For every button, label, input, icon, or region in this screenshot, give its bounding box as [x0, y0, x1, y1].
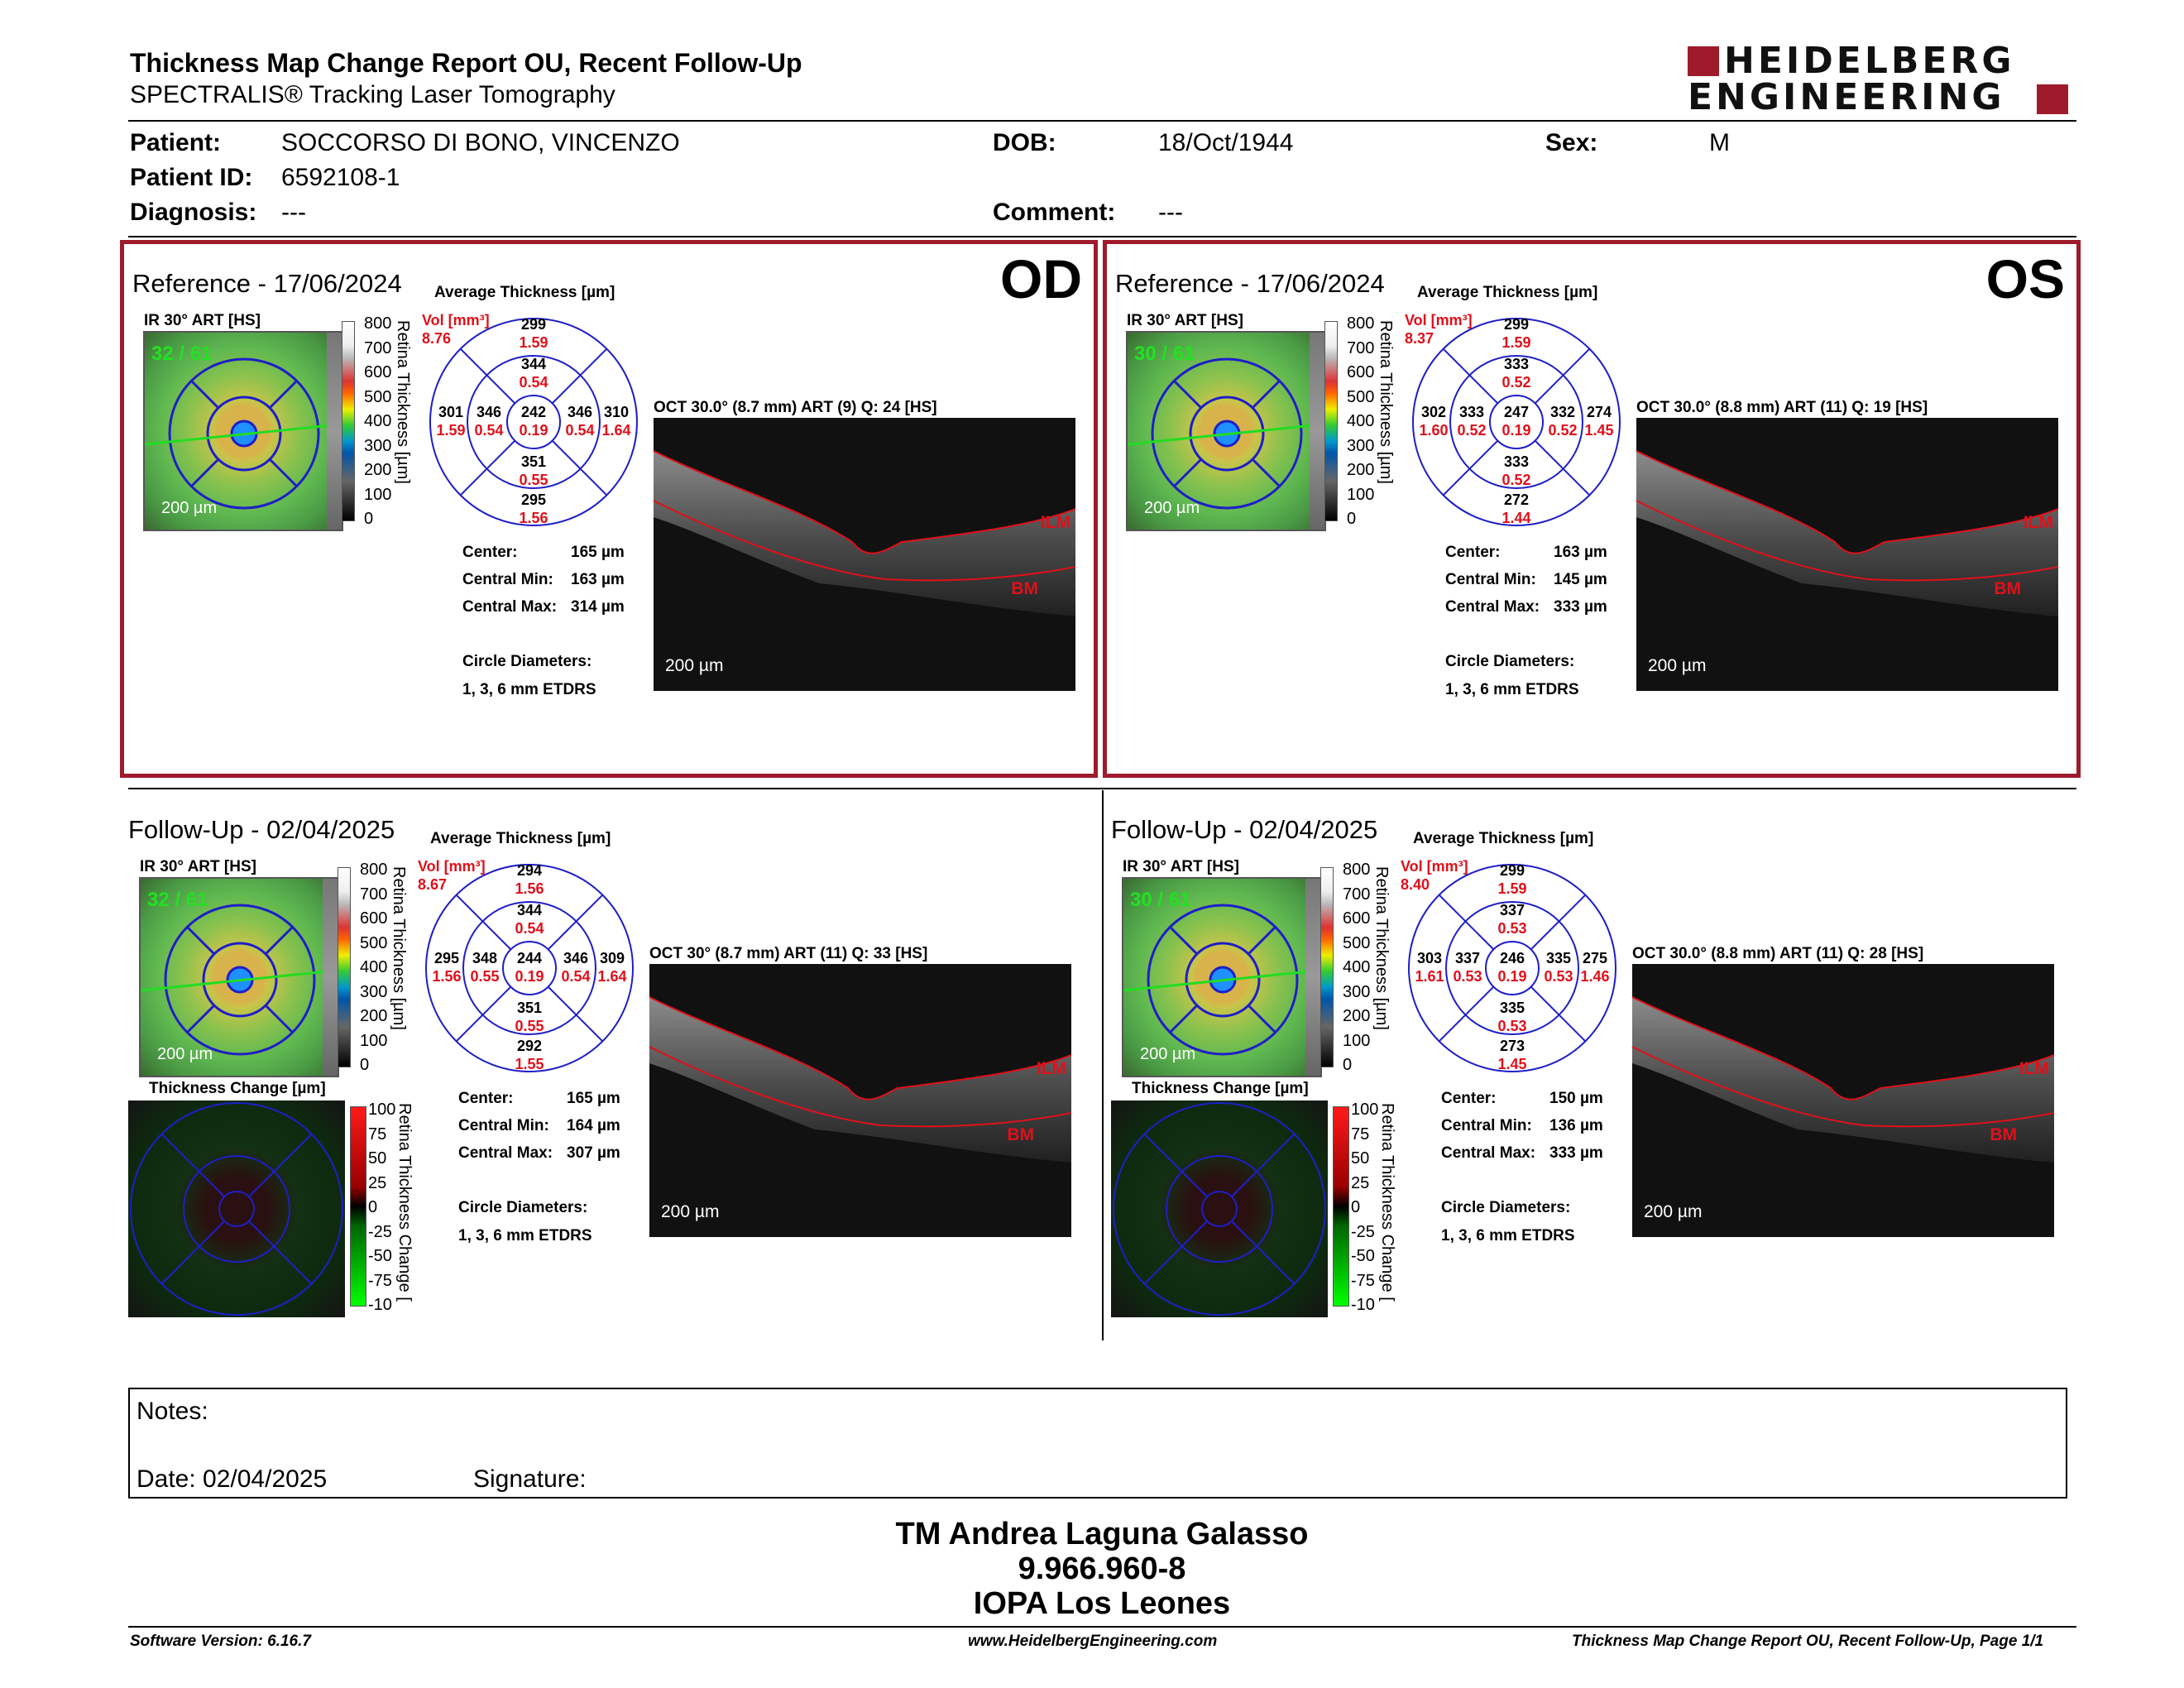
patient-label: Patient: — [130, 129, 222, 156]
colorbar-tick: 600 — [1343, 909, 1371, 928]
change-colorbar-tick: 0 — [368, 1198, 378, 1216]
etdrs-value: 335 — [1545, 950, 1572, 966]
etdrs-value: 333 — [1503, 356, 1530, 372]
patient-id: 6592108-1 — [281, 164, 400, 191]
circle-diameters-label: Circle Diameters: — [462, 653, 592, 670]
etdrs-value: 337 — [1499, 902, 1525, 918]
colorbar-tick: 300 — [1347, 436, 1375, 455]
vol-total: 8.76 — [422, 330, 452, 347]
signer-id: 9.966.960-8 — [1018, 1551, 1186, 1586]
change-colorbar-tick: 100 — [1351, 1101, 1379, 1119]
etdrs-value: 303 — [1416, 950, 1443, 966]
central-min-label: Central Min: — [1445, 571, 1536, 588]
central-max-label: Central Max: — [458, 1144, 553, 1162]
etdrs-value: 0.53 — [1544, 968, 1573, 985]
ir-fundus-image — [143, 331, 343, 531]
etdrs-value: 242 — [520, 404, 547, 420]
colorbar-tick: 400 — [360, 958, 388, 976]
change-colorbar-unit: Retina Thickness Change [ — [395, 1103, 414, 1302]
patient-name: SOCCORSO DI BONO, VINCENZO — [281, 129, 680, 156]
etdrs-value: 310 — [603, 404, 630, 420]
etdrs-value: 1.56 — [515, 880, 544, 897]
circle-diameters-value: 1, 3, 6 mm ETDRS — [458, 1227, 592, 1244]
colorbar-tick: 0 — [360, 1056, 370, 1074]
etdrs-value: 0.53 — [1497, 920, 1527, 937]
center-label: Center: — [1445, 544, 1501, 561]
heidelberg-logo — [1688, 40, 2068, 118]
change-colorbar-tick: 75 — [1351, 1125, 1370, 1144]
central-min-label: Central Min: — [462, 571, 553, 588]
colorbar-tick: 400 — [364, 412, 392, 430]
colorbar-tick: 100 — [360, 1031, 388, 1050]
center-value: 163 µm — [1554, 544, 1607, 561]
central-min-value: 136 µm — [1549, 1117, 1603, 1134]
etdrs-chart — [1405, 861, 1620, 1076]
oct-scan-image — [654, 418, 1075, 691]
colorbar-tick: 700 — [1347, 338, 1375, 357]
scan-count: 32 / 61 — [151, 343, 213, 365]
colorbar-tick: 400 — [1343, 958, 1371, 976]
etdrs-value: 299 — [520, 316, 547, 333]
change-colorbar-tick: 50 — [1351, 1149, 1370, 1168]
ilm-label: ILM — [1040, 513, 1070, 532]
central-max-label: Central Max: — [1441, 1144, 1536, 1162]
colorbar-tick: 200 — [1347, 461, 1375, 479]
etdrs-value: 299 — [1499, 862, 1525, 879]
etdrs-value: 273 — [1499, 1038, 1525, 1054]
notes-label: Notes: — [136, 1398, 208, 1425]
central-min-value: 164 µm — [567, 1117, 620, 1134]
od_fu-panel — [120, 790, 1098, 1328]
logo-line2: ENGINEERING — [1688, 76, 2005, 118]
oct-label: OCT 30.0° (8.8 mm) ART (11) Q: 19 [HS] — [1636, 399, 1928, 416]
comment-label: Comment: — [993, 199, 1116, 226]
ir-label: IR 30° ART [HS] — [140, 858, 256, 875]
change-colorbar-tick: -10 — [368, 1296, 392, 1314]
etdrs-value: 0.52 — [1502, 374, 1531, 391]
oct-scale-label: 200 µm — [661, 1202, 720, 1221]
etdrs-value: 0.19 — [1497, 968, 1527, 985]
colorbar-tick: 500 — [364, 387, 392, 406]
thickness-change-overlay — [128, 1101, 345, 1317]
colorbar-tick: 300 — [364, 436, 392, 455]
etdrs-value: 344 — [516, 902, 543, 918]
signer-name: TM Andrea Laguna Galasso — [895, 1517, 1309, 1551]
etdrs-value: 247 — [1503, 404, 1530, 420]
bm-label: BM — [1994, 579, 2021, 598]
etdrs-value: 348 — [472, 950, 498, 966]
dob-label: DOB: — [993, 129, 1056, 156]
panel-heading: Reference - 17/06/2024 — [132, 269, 402, 298]
change-colorbar-tick: 50 — [368, 1149, 387, 1168]
etdrs-value: 0.55 — [470, 968, 500, 985]
colorbar-tick: 800 — [1347, 314, 1375, 333]
ir-label: IR 30° ART [HS] — [144, 312, 261, 329]
change-colorbar-tick: 0 — [1351, 1198, 1361, 1216]
central-max-label: Central Max: — [1445, 598, 1540, 616]
thickness-colorbar — [338, 867, 351, 1067]
date-label: Date: 02/04/2025 — [136, 1465, 328, 1493]
thickness-change-label: Thickness Change [µm] — [149, 1080, 326, 1097]
website-link[interactable]: www.HeidelbergEngineering.com — [968, 1633, 1218, 1650]
colorbar-tick: 700 — [1343, 885, 1371, 904]
notes-box[interactable] — [128, 1388, 2067, 1499]
central-min-label: Central Min: — [458, 1117, 549, 1134]
etdrs-value: 295 — [520, 492, 547, 508]
colorbar-tick: 100 — [1343, 1031, 1371, 1050]
etdrs-value: 344 — [520, 356, 547, 372]
thickness-colorbar — [1324, 321, 1338, 521]
vol-label: Vol [mm³] — [422, 312, 490, 328]
colorbar-tick: 800 — [364, 314, 392, 333]
vol-total: 8.37 — [1405, 330, 1434, 347]
oct-scan-image — [1636, 418, 2058, 691]
vol-label: Vol [mm³] — [1401, 858, 1468, 875]
oct-bscan — [1632, 964, 2054, 1237]
oct-label: OCT 30.0° (8.7 mm) ART (9) Q: 24 [HS] — [654, 399, 937, 416]
etdrs-value: 244 — [516, 950, 543, 966]
ir-fundus-image — [139, 877, 339, 1077]
oct-label: OCT 30° (8.7 mm) ART (11) Q: 33 [HS] — [649, 945, 928, 962]
os_ref-panel — [1103, 240, 2081, 778]
etdrs-value: 1.59 — [1502, 334, 1531, 351]
etdrs-value: 346 — [476, 404, 502, 420]
change-colorbar-tick: 100 — [368, 1101, 396, 1119]
etdrs-value: 272 — [1503, 492, 1530, 508]
ir-fundus-image — [1126, 331, 1326, 531]
oct-scale-label: 200 µm — [1648, 656, 1707, 675]
circle-diameters-label: Circle Diameters: — [458, 1199, 588, 1216]
ir-scale-label: 200 µm — [1144, 499, 1200, 517]
eye-label: OS — [1985, 248, 2065, 309]
oct-bscan — [654, 418, 1075, 691]
colorbar-tick: 400 — [1347, 412, 1375, 430]
etdrs-value: 0.55 — [519, 472, 548, 488]
change-colorbar — [350, 1106, 366, 1307]
ir-label: IR 30° ART [HS] — [1123, 858, 1239, 875]
etdrs-value: 246 — [1499, 950, 1525, 966]
signature-label: Signature: — [473, 1465, 587, 1493]
comment-value: --- — [1158, 199, 1183, 226]
ilm-label: ILM — [2019, 1059, 2049, 1078]
ir-fundus-image — [1122, 877, 1322, 1077]
colorbar-tick: 700 — [360, 885, 388, 904]
avg-thickness-label: Average Thickness [µm] — [1417, 284, 1598, 301]
thickness-colorbar — [342, 321, 355, 521]
oct-bscan — [1636, 418, 2058, 691]
central-max-value: 333 µm — [1554, 598, 1607, 616]
etdrs-value: 0.54 — [474, 422, 504, 439]
center-label: Center: — [462, 544, 518, 561]
colorbar-tick: 100 — [364, 485, 392, 504]
colorbar-unit: Retina Thickness [µm] — [1372, 866, 1391, 1030]
thickness-change-map — [128, 1101, 345, 1317]
etdrs-value: 1.55 — [515, 1056, 544, 1072]
avg-thickness-label: Average Thickness [µm] — [1413, 830, 1594, 847]
etdrs-value: 346 — [567, 404, 593, 420]
etdrs-value: 1.59 — [436, 422, 466, 439]
patient-id-label: Patient ID: — [130, 164, 253, 191]
sex-value: M — [1709, 129, 1730, 156]
etdrs-value: 299 — [1503, 316, 1530, 333]
panel-heading: Follow-Up - 02/04/2025 — [1111, 815, 1378, 844]
etdrs-value: 275 — [1582, 950, 1608, 966]
colorbar-tick: 800 — [1343, 861, 1371, 879]
change-colorbar-unit: Retina Thickness Change [ — [1378, 1103, 1396, 1302]
oct-scan-image — [1632, 964, 2054, 1237]
ilm-label: ILM — [2023, 513, 2053, 532]
etdrs-value: 292 — [516, 1038, 543, 1054]
etdrs-value: 0.52 — [1548, 422, 1578, 439]
oct-scan-image — [649, 964, 1071, 1237]
colorbar-unit: Retina Thickness [µm] — [1377, 320, 1395, 484]
center-label: Center: — [458, 1090, 514, 1107]
etdrs-value: 1.45 — [1584, 422, 1614, 439]
central-max-value: 333 µm — [1549, 1144, 1603, 1162]
colorbar-tick: 200 — [360, 1007, 388, 1025]
bm-label: BM — [1011, 579, 1038, 598]
etdrs-value: 1.64 — [597, 968, 627, 985]
change-colorbar-tick: 25 — [1351, 1173, 1370, 1192]
page-info: Thickness Map Change Report OU, Recent Follow-Up, Page 1/1 — [1572, 1633, 2044, 1650]
colorbar-tick: 0 — [1347, 510, 1357, 528]
panel-heading: Follow-Up - 02/04/2025 — [128, 815, 395, 844]
oct-label: OCT 30.0° (8.8 mm) ART (11) Q: 28 [HS] — [1632, 945, 1924, 962]
vol-label: Vol [mm³] — [1405, 312, 1473, 328]
change-colorbar-tick: -25 — [368, 1222, 392, 1241]
panel-heading: Reference - 17/06/2024 — [1115, 269, 1385, 298]
colorbar-tick: 300 — [360, 982, 388, 1001]
diagnosis-label: Diagnosis: — [130, 199, 257, 226]
ir-label: IR 30° ART [HS] — [1127, 312, 1243, 329]
colorbar-unit: Retina Thickness [µm] — [390, 866, 408, 1030]
etdrs-value: 0.52 — [1502, 472, 1531, 488]
etdrs-value: 1.64 — [601, 422, 631, 439]
circle-diameters-label: Circle Diameters: — [1445, 653, 1575, 670]
central-min-value: 145 µm — [1554, 571, 1607, 588]
central-max-label: Central Max: — [462, 598, 558, 616]
dob-value: 18/Oct/1944 — [1158, 129, 1294, 156]
avg-thickness-label: Average Thickness [µm] — [434, 284, 615, 301]
circle-diameters-label: Circle Diameters: — [1441, 1199, 1571, 1216]
etdrs-value: 301 — [438, 404, 464, 420]
etdrs-value: 1.56 — [432, 968, 462, 985]
etdrs-value: 1.56 — [519, 510, 548, 526]
ir-scale-label: 200 µm — [157, 1045, 213, 1063]
ilm-label: ILM — [1036, 1059, 1066, 1078]
center-label: Center: — [1441, 1090, 1497, 1107]
thickness-colorbar — [1320, 867, 1334, 1067]
change-colorbar-tick: -75 — [1351, 1271, 1375, 1290]
etdrs-value: 0.54 — [561, 968, 591, 985]
etdrs-value: 332 — [1549, 404, 1576, 420]
signer-org: IOPA Los Leones — [973, 1586, 1231, 1621]
od_ref-panel — [120, 240, 1098, 778]
etdrs-value: 0.19 — [519, 422, 548, 439]
etdrs-value: 351 — [516, 1000, 543, 1016]
avg-thickness-label: Average Thickness [µm] — [430, 830, 611, 847]
report-title: Thickness Map Change Report OU, Recent Follow-Up — [130, 48, 802, 78]
scan-count: 30 / 61 — [1130, 889, 1191, 911]
colorbar-tick: 500 — [360, 933, 388, 952]
etdrs-value: 274 — [1586, 404, 1612, 420]
diagnosis-value: --- — [281, 199, 306, 226]
bm-label: BM — [1007, 1125, 1034, 1144]
colorbar-tick: 600 — [364, 363, 392, 381]
scan-count: 30 / 61 — [1134, 343, 1195, 365]
etdrs-value: 1.46 — [1580, 968, 1610, 985]
sex-label: Sex: — [1545, 129, 1598, 156]
change-colorbar-tick: -75 — [368, 1271, 392, 1290]
change-colorbar-tick: -50 — [1351, 1247, 1375, 1265]
change-colorbar-tick: -50 — [368, 1247, 392, 1265]
oct-bscan — [649, 964, 1071, 1237]
center-value: 150 µm — [1549, 1090, 1603, 1107]
logo-line1: HEIDELBERG — [1724, 40, 2015, 82]
thickness-change-label: Thickness Change [µm] — [1132, 1080, 1309, 1097]
oct-scale-label: 200 µm — [665, 656, 724, 675]
change-colorbar-tick: -10 — [1351, 1296, 1375, 1314]
center-value: 165 µm — [567, 1090, 620, 1107]
colorbar-tick: 200 — [364, 461, 392, 479]
colorbar-tick: 200 — [1343, 1007, 1371, 1025]
circle-diameters-value: 1, 3, 6 mm ETDRS — [462, 681, 596, 698]
os_fu-panel — [1103, 790, 2081, 1328]
etdrs-value: 0.53 — [1497, 1018, 1527, 1034]
central-max-value: 314 µm — [571, 598, 625, 616]
eye-label: OD — [1000, 248, 1082, 309]
change-colorbar-tick: 75 — [368, 1125, 387, 1144]
software-version: Software Version: 6.16.7 — [130, 1633, 311, 1650]
bm-label: BM — [1990, 1125, 2017, 1144]
colorbar-tick: 500 — [1343, 933, 1371, 952]
ir-scale-label: 200 µm — [161, 499, 218, 517]
colorbar-tick: 0 — [364, 510, 374, 528]
etdrs-value: 346 — [563, 950, 589, 966]
etdrs-value: 295 — [433, 950, 460, 966]
center-value: 165 µm — [571, 544, 625, 561]
etdrs-value: 309 — [599, 950, 625, 966]
vol-total: 8.40 — [1401, 876, 1430, 893]
colorbar-tick: 100 — [1347, 485, 1375, 504]
change-colorbar-tick: 25 — [368, 1173, 387, 1192]
report-subtitle: SPECTRALIS® Tracking Laser Tomography — [130, 81, 615, 108]
etdrs-value: 351 — [520, 453, 547, 470]
etdrs-value: 0.54 — [565, 422, 595, 439]
etdrs-value: 1.45 — [1497, 1056, 1527, 1072]
change-colorbar-tick: -25 — [1351, 1222, 1375, 1241]
etdrs-value: 337 — [1454, 950, 1481, 966]
etdrs-value: 0.54 — [519, 374, 548, 391]
etdrs-chart — [1409, 314, 1624, 530]
etdrs-value: 294 — [516, 862, 543, 879]
circle-diameters-value: 1, 3, 6 mm ETDRS — [1441, 1227, 1575, 1244]
etdrs-value: 333 — [1503, 453, 1530, 470]
colorbar-tick: 600 — [360, 909, 388, 928]
etdrs-value: 0.54 — [515, 920, 544, 937]
etdrs-value: 335 — [1499, 1000, 1525, 1016]
colorbar-tick: 300 — [1343, 982, 1371, 1001]
etdrs-value: 0.52 — [1457, 422, 1487, 439]
etdrs-value: 1.60 — [1419, 422, 1449, 439]
colorbar-tick: 500 — [1347, 387, 1375, 406]
etdrs-value: 333 — [1458, 404, 1485, 420]
thickness-change-map — [1111, 1101, 1328, 1317]
colorbar-tick: 700 — [364, 338, 392, 357]
scan-count: 32 / 61 — [147, 889, 208, 911]
circle-diameters-value: 1, 3, 6 mm ETDRS — [1445, 681, 1579, 698]
etdrs-value: 1.44 — [1502, 510, 1531, 526]
change-colorbar — [1333, 1106, 1349, 1307]
colorbar-tick: 600 — [1347, 363, 1375, 381]
etdrs-value: 0.19 — [1502, 422, 1531, 439]
etdrs-value: 1.61 — [1415, 968, 1444, 985]
colorbar-tick: 0 — [1343, 1056, 1353, 1074]
colorbar-unit: Retina Thickness [µm] — [394, 320, 412, 484]
colorbar-tick: 800 — [360, 861, 388, 879]
etdrs-value: 0.19 — [515, 968, 544, 985]
etdrs-value: 1.59 — [1497, 880, 1527, 897]
etdrs-chart — [426, 314, 641, 530]
etdrs-value: 0.53 — [1453, 968, 1482, 985]
etdrs-value: 0.55 — [515, 1018, 544, 1034]
central-min-value: 163 µm — [571, 571, 625, 588]
oct-scale-label: 200 µm — [1644, 1202, 1703, 1221]
vol-label: Vol [mm³] — [418, 858, 486, 875]
etdrs-value: 302 — [1420, 404, 1447, 420]
etdrs-value: 1.59 — [519, 334, 548, 351]
vol-total: 8.67 — [418, 876, 448, 893]
etdrs-chart — [422, 861, 637, 1076]
ir-scale-label: 200 µm — [1140, 1045, 1196, 1063]
central-min-label: Central Min: — [1441, 1117, 1532, 1134]
central-max-value: 307 µm — [567, 1144, 620, 1162]
thickness-change-overlay — [1111, 1101, 1328, 1317]
